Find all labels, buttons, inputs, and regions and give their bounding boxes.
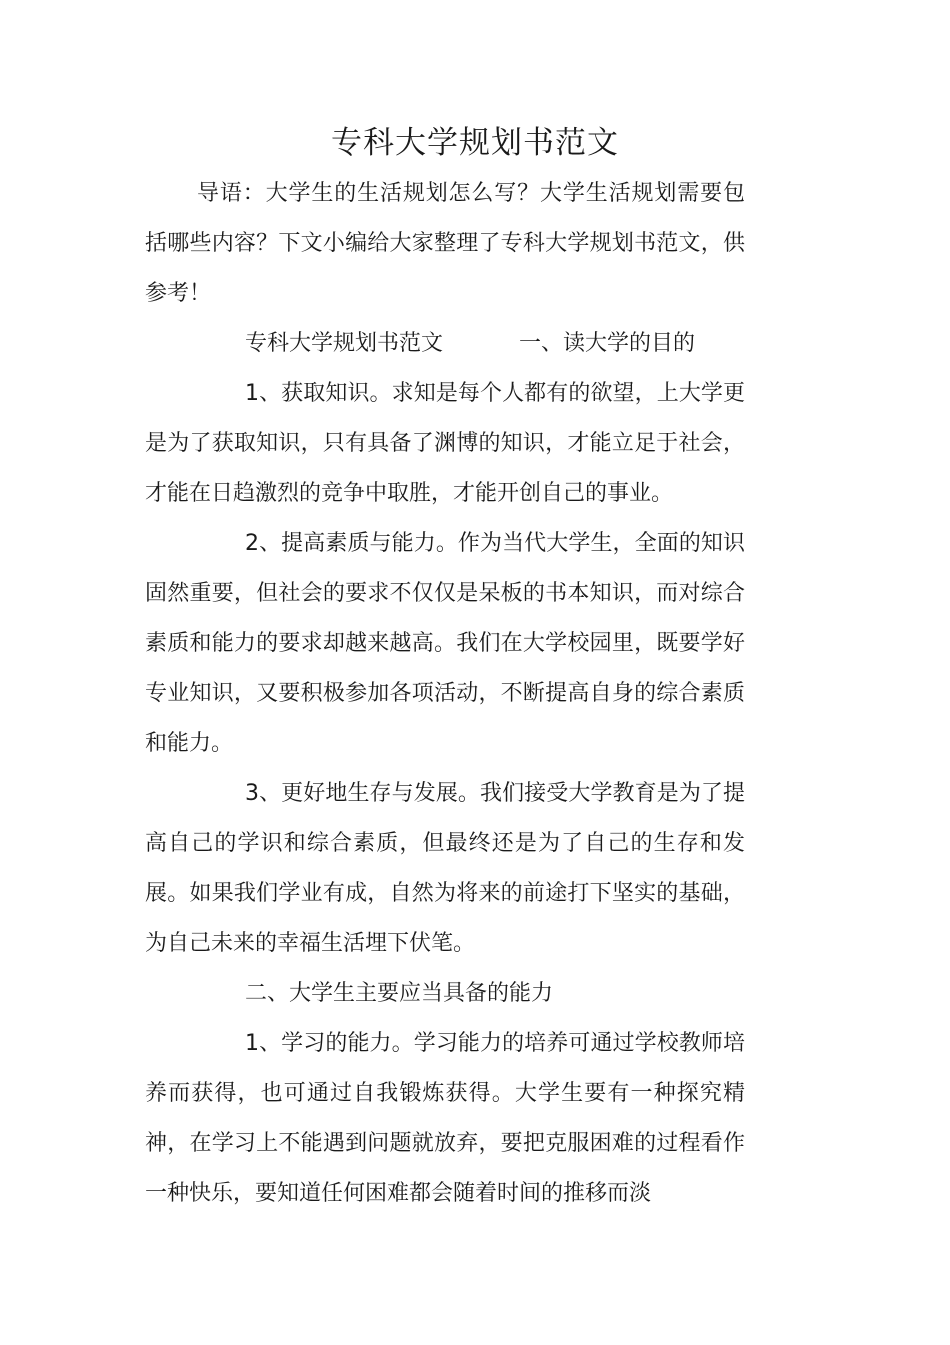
subtitle-row [145, 319, 745, 369]
paragraph-1: 1、获取知识。求知是每个人都有的欲望，上大学更是为了获取知识，只有具备了渊博的知识，才能立足于社会，才能在日趋激烈的竞争中取胜，才能开创自己的事业。 [145, 381, 745, 506]
paragraph-4: 1、学习的能力。学习能力的培养可通过学校教师培养而获得，也可通过自我锻炼获得。大学生要有一种探究精神，在学习上不能遇到问题就放弃，要把克服困难的过程看作一种快乐，要知道任何困难都会随着时间的推移而淡 [145, 1031, 745, 1206]
paragraph-2: 2、提高素质与能力。作为当代大学生，全面的知识固然重要，但社会的要求不仅仅是呆板的书本知识，而对综合素质和能力的要求却越来越高。我们在大学校园里，既要学好专业知识，又要积极参加各项活动，不断提高自身的综合素质和能力。 [145, 531, 745, 756]
document-title: 专科大学规划书范文 [331, 125, 619, 161]
paragraph-3: 3、更好地生存与发展。我们接受大学教育是为了提高自己的学识和综合素质，但最终还是为了自己的生存和发展。如果我们学业有成，自然为将来的前途打下坚实的基础，为自己未来的幸福生活埋下伏笔。 [145, 781, 745, 956]
document-subtitle: 专科大学规划书范文 [245, 331, 444, 356]
section-1-heading: 一、读大学的目的 [519, 331, 696, 356]
intro-paragraph: 导语：大学生的生活规划怎么写？大学生活规划需要包括哪些内容？下文小编给大家整理了专科大学规划书范文，供参考！ [145, 181, 745, 306]
section-2-heading: 二、大学生主要应当具备的能力 [245, 981, 554, 1006]
document-body [145, 169, 745, 1219]
